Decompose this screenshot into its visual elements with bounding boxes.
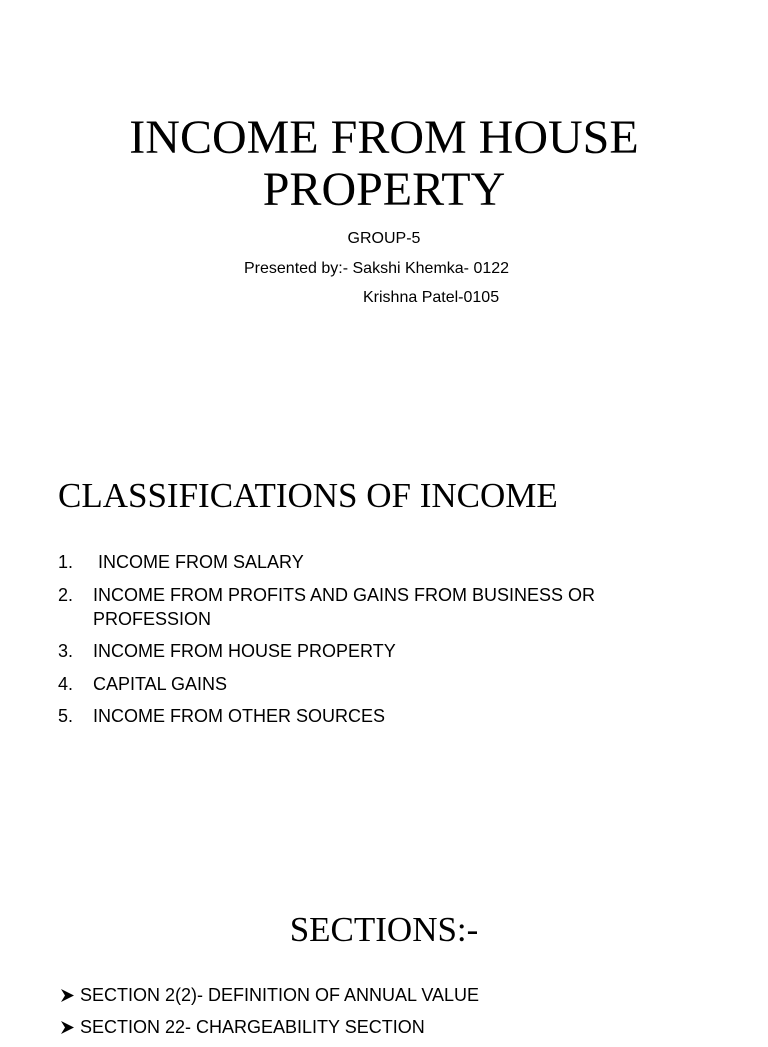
list-item-number: 5. <box>58 706 74 726</box>
list-item-text: INCOME FROM OTHER SOURCES <box>93 706 386 726</box>
sections-slide <box>0 860 768 1037</box>
list-item-text: SECTION 22- CHARGEABILITY SECTION <box>80 1017 425 1037</box>
classifications-heading: CLASSIFICATIONS OF INCOME <box>58 476 558 515</box>
list-item-text: SECTION 2(2)- DEFINITION OF ANNUAL VALUE <box>80 985 480 1005</box>
list-item <box>58 1015 479 1039</box>
arrow-bullet-icon <box>58 1015 80 1039</box>
list-item <box>58 672 678 696</box>
group-label: GROUP-5 <box>347 230 421 247</box>
sections-heading: SECTIONS:- <box>289 910 479 949</box>
presenter-line-1: Presented by:- Sakshi Khemka- 0122 <box>244 260 510 277</box>
list-item-number: 1. <box>58 552 74 572</box>
list-item-number: 2. <box>58 584 74 605</box>
list-item <box>58 583 678 631</box>
list-item-text: INCOME FROM SALARY <box>93 552 304 572</box>
list-item <box>58 639 678 663</box>
title-line-1: INCOME FROM HOUSE <box>129 111 639 164</box>
list-item-text: CAPITAL GAINS <box>93 673 228 694</box>
list-item-text: INCOME FROM HOUSE PROPERTY <box>93 641 396 661</box>
presenter-line-2: Krishna Patel-0105 <box>363 289 500 306</box>
classifications-slide <box>0 440 768 860</box>
list-item-number: 4. <box>58 673 74 694</box>
list-item-text: INCOME FROM PROFITS AND GAINS FROM BUSINESS OR PROFESSION <box>93 584 596 629</box>
list-item <box>58 704 678 728</box>
list-item-number: 3. <box>58 641 74 661</box>
sections-list <box>58 983 479 1047</box>
arrow-bullet-icon <box>58 983 80 1007</box>
list-item <box>58 550 678 574</box>
title-slide <box>0 0 768 440</box>
presentation-title <box>0 112 768 216</box>
list-item <box>58 983 479 1007</box>
title-line-2: PROPERTY <box>262 163 506 216</box>
classifications-list <box>58 550 678 737</box>
